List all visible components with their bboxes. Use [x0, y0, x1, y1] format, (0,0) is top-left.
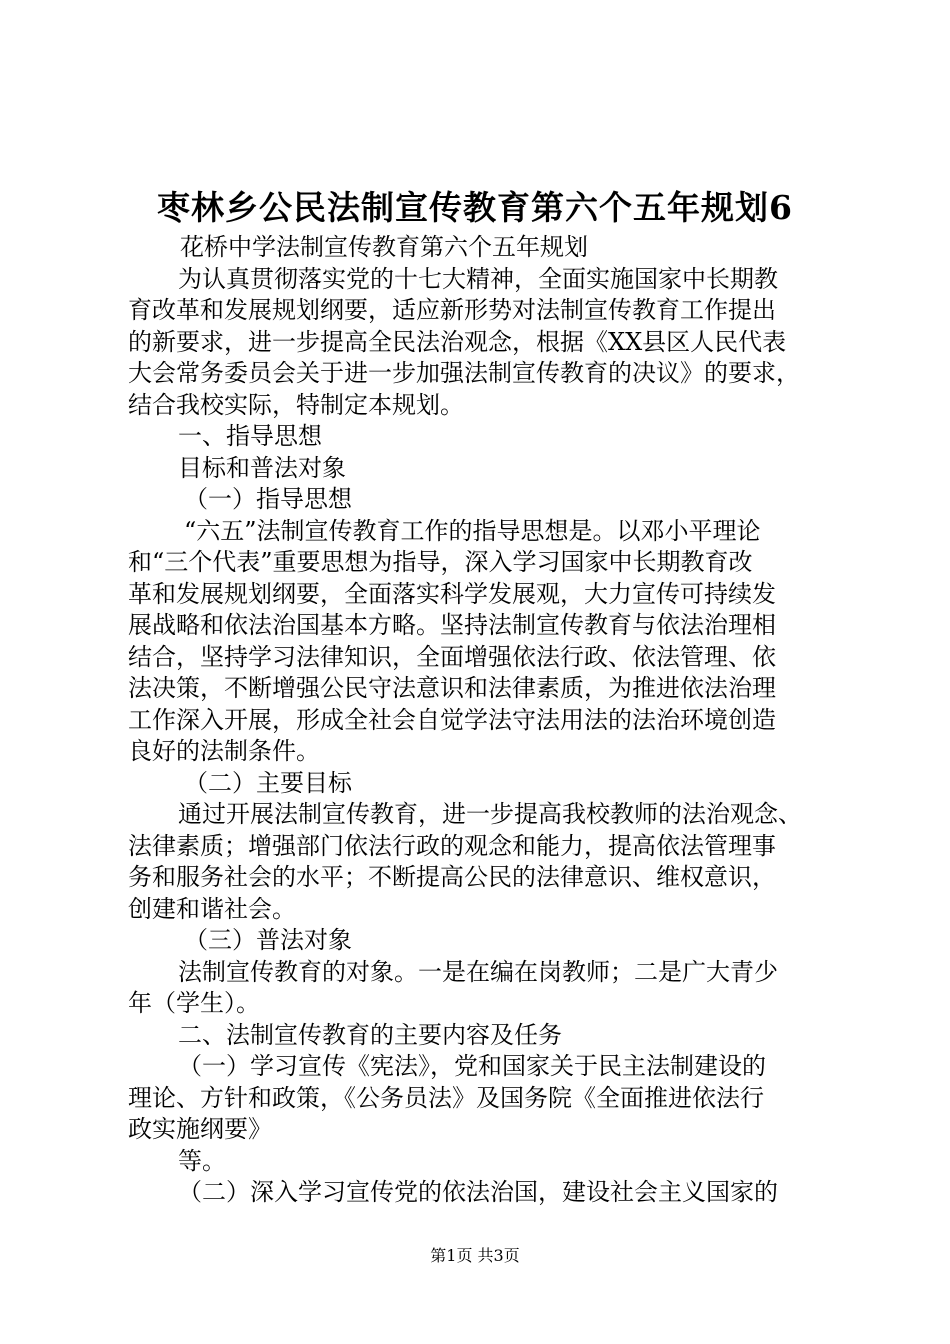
paragraph-line: 务和服务社会的水平；不断提高公民的法律意识、维权意识， [128, 863, 776, 891]
paragraph-line: 良好的法制条件。 [128, 737, 320, 765]
paragraph-line: 育改革和发展规划纲要，适应新形势对法制宣传教育工作提出 [128, 296, 776, 324]
section-heading: 目标和普法对象 [178, 453, 346, 482]
page-footer: 第1页 共3页 [430, 1246, 520, 1265]
paragraph-line: 等。 [178, 1146, 226, 1175]
paragraph-line: 展战略和依法治国基本方略。坚持法制宣传教育与依法治理相 [128, 611, 776, 639]
paragraph-line: 法决策，不断增强公民守法意识和法律素质，为推进依法治理 [128, 674, 776, 702]
paragraph-line: 革和发展规划纲要，全面落实科学发展观，大力宣传可持续发 [128, 579, 776, 608]
paragraph-line: 和“三个代表”重要思想为指导，深入学习国家中长期教育改 [128, 548, 753, 576]
paragraph-line: 的新要求，进一步提高全民法治观念，根据《XX县区人民代表 [128, 327, 787, 356]
paragraph-line: “六五”法制宣传教育工作的指导思想是。以邓小平理论 [184, 516, 761, 545]
paragraph-line: 法制宣传教育的对象。一是在编在岗教师；二是广大青少 [178, 957, 778, 986]
paragraph-line: （二）深入学习宣传党的依法治国，建设社会主义国家的 [178, 1178, 778, 1206]
document-title: 枣林乡公民法制宣传教育第六个五年规划6 [157, 188, 793, 227]
section-heading: 一、指导思想 [178, 422, 322, 450]
paragraph-line: （一）学习宣传《宪法》，党和国家关于民主法制建设的 [178, 1052, 766, 1080]
paragraph-line: 年（学生）。 [128, 989, 260, 1017]
section-heading: 二、法制宣传教育的主要内容及任务 [178, 1020, 562, 1049]
paragraph-line: 通过开展法制宣传教育，进一步提高我校教师的法治观念、 [178, 800, 802, 828]
subsection-heading: （二）主要目标 [184, 768, 352, 797]
subsection-heading: （一）指导思想 [184, 485, 352, 513]
paragraph-line: 法律素质；增强部门依法行政的观念和能力，提高依法管理事 [128, 831, 776, 860]
subsection-heading: （三）普法对象 [184, 926, 352, 954]
paragraph-line: 理论、方针和政策，《公务员法》及国务院《全面推进依法行 [128, 1083, 764, 1112]
paragraph-line: 结合我校实际，特制定本规划。 [128, 390, 464, 419]
subtitle-line: 花桥中学法制宣传教育第六个五年规划 [180, 233, 588, 261]
paragraph-line: 工作深入开展，形成全社会自觉学法守法用法的法治环境创造 [128, 705, 776, 734]
paragraph-line: 政实施纲要》 [128, 1115, 272, 1143]
paragraph-line: 结合，坚持学习法律知识，全面增强依法行政、依法管理、依 [128, 642, 776, 671]
paragraph-line: 大会常务委员会关于进一步加强法制宣传教育的决议》的要求， [128, 359, 800, 387]
document-body [128, 232, 830, 1209]
paragraph-line: 创建和谐社会。 [128, 894, 296, 923]
paragraph-line: 为认真贯彻落实党的十七大精神，全面实施国家中长期教 [178, 264, 778, 293]
